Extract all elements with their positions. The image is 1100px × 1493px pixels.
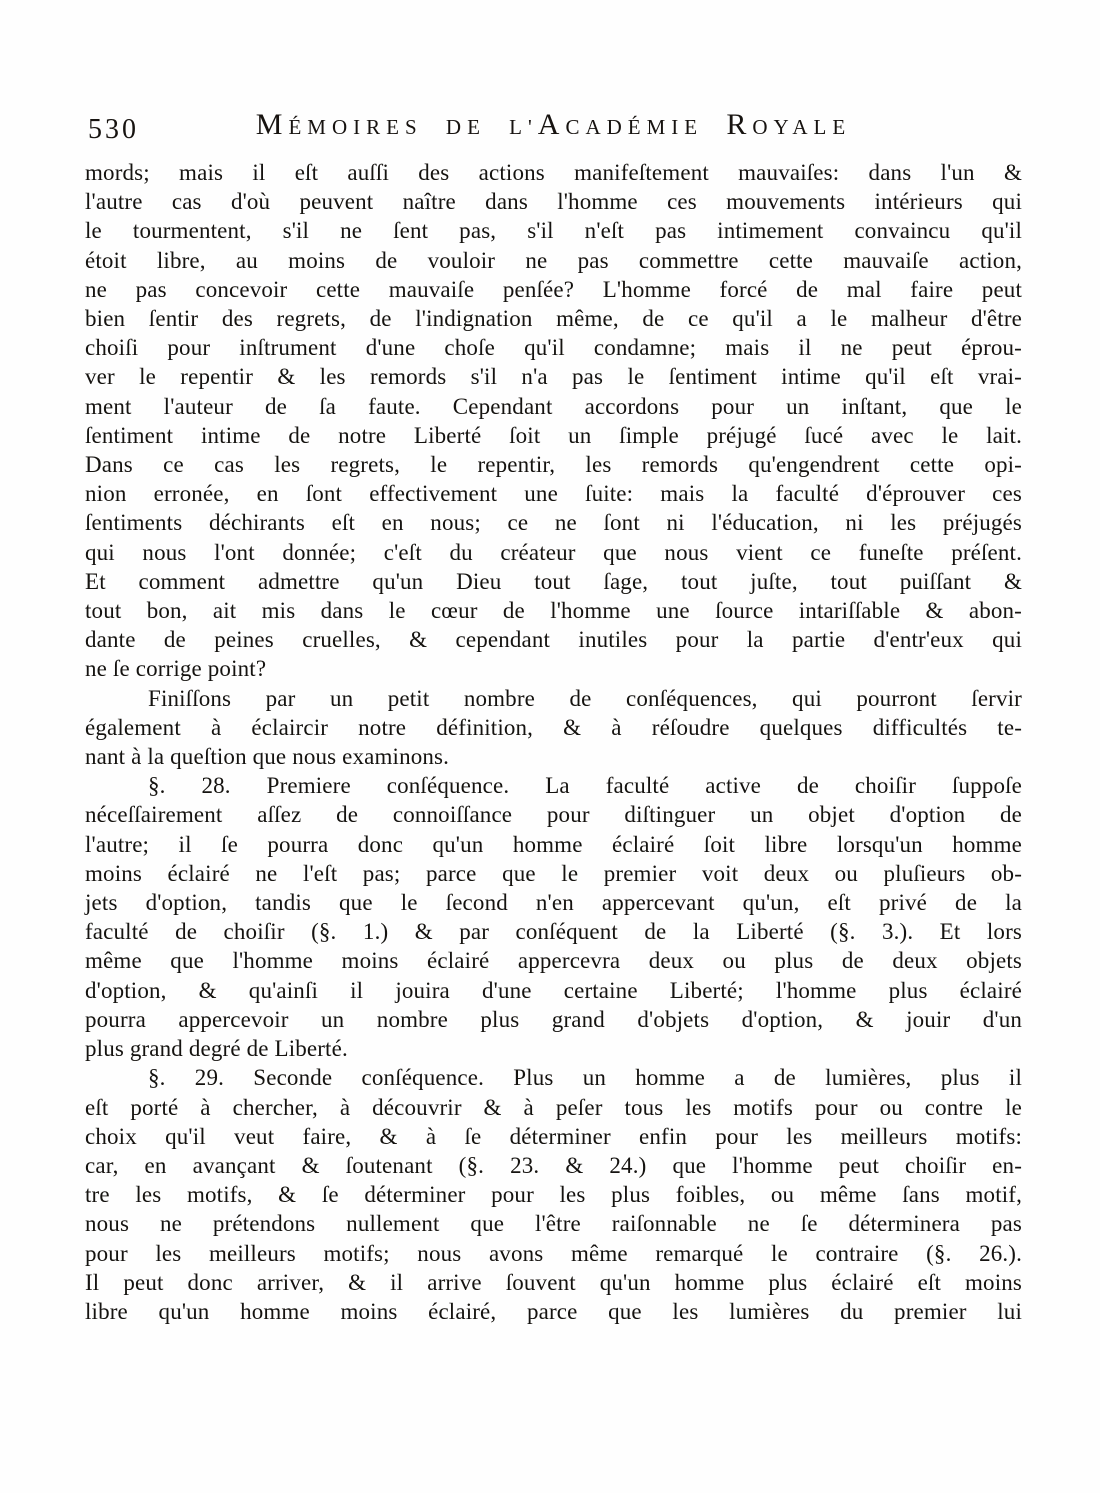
text-line: nant à la queſtion que nous examinons. [85, 744, 450, 770]
text-line: ver le repentir & les remords s'il n'a pas le ſentiment intime qu'il eſt vrai- [85, 364, 1022, 390]
text-line: moins éclairé ne l'eſt pas; parce que le premier voit deux ou pluſieurs ob- [85, 860, 1022, 886]
text-line: tre les motifs, & ſe déterminer pour les plus foibles, ou même ſans motif, [85, 1182, 1022, 1208]
text-line: également à éclaircir notre définition, & à réſoudre quelques difficultés te- [85, 714, 1022, 740]
text-line: qui nous l'ont donnée; c'eſt du créateur que nous vient ce funeſte préſent. [85, 539, 1022, 565]
text-line: §. 28. Premiere conſéquence. La faculté active de choiſir ſuppoſe [148, 773, 1022, 799]
text-line: Et comment admettre qu'un Dieu tout ſage, tout juſte, tout puiſſant & [85, 568, 1022, 594]
running-title: MÉMOIRES DE L'ACADÉMIE ROYALE [255, 108, 852, 141]
text-block [85, 158, 1022, 1326]
page-number: 530 [88, 114, 139, 145]
text-line: l'autre cas d'où peuvent naître dans l'homme ces mouvements intérieurs qui [85, 189, 1022, 215]
text-line: choiſi pour inſtrument d'une choſe qu'il condamne; mais il ne peut éprou- [85, 335, 1022, 361]
text-line: néceſſairement aſſez de connoiſſance pour diſtinguer un objet d'option de [85, 802, 1022, 828]
text-line: §. 29. Seconde conſéquence. Plus un homme a de lumières, plus il [148, 1065, 1022, 1091]
text-line: Il peut donc arriver, & il arrive ſouvent qu'un homme plus éclairé eſt moins [85, 1269, 1022, 1295]
text-line: Dans ce cas les regrets, le repentir, les remords qu'engendrent cette opi- [85, 452, 1022, 478]
text-line: ne pas concevoir cette mauvaiſe penſée? L'homme forcé de mal faire peut [85, 276, 1022, 302]
text-line: jets d'option, tandis que le ſecond n'en appercevant qu'un, eſt privé de la [85, 890, 1022, 916]
text-line: le tourmentent, s'il ne ſent pas, s'il n'eſt pas intimement convaincu qu'il [85, 218, 1022, 244]
text-line: plus grand degré de Liberté. [85, 1036, 348, 1062]
text-line: choix qu'il veut faire, & à ſe déterminer enfin pour les meilleurs motifs: [85, 1123, 1022, 1149]
text-line: faculté de choiſir (§. 1.) & par conſéquent de la Liberté (§. 3.). Et lors [85, 919, 1022, 945]
text-line: libre qu'un homme moins éclairé, parce que les lumières du premier lui [85, 1298, 1022, 1324]
text-line: ſentiment intime de notre Liberté ſoit un ſimple préjugé ſucé avec le lait. [85, 422, 1022, 448]
page-header [85, 108, 1022, 152]
text-line: nous ne prétendons nullement que l'être raiſonnable ne ſe déterminera pas [85, 1211, 1022, 1237]
text-line: même que l'homme moins éclairé appercevra deux ou plus de deux objets [85, 948, 1022, 974]
text-line: ſentiments déchirants eſt en nous; ce ne ſont ni l'éducation, ni les préjugés [85, 510, 1022, 536]
text-line: étoit libre, au moins de vouloir ne pas commettre cette mauvaiſe action, [85, 247, 1022, 273]
text-line: bien ſentir des regrets, de l'indignation même, de ce qu'il a le malheur d'être [85, 306, 1022, 332]
text-line: car, en avançant & ſoutenant (§. 23. & 24.) que l'homme peut choiſir en- [85, 1152, 1022, 1178]
text-line: tout bon, ait mis dans le cœur de l'homme une ſource intariſſable & abon- [85, 598, 1022, 624]
text-line: eſt porté à chercher, à découvrir & à peſer tous les motifs pour ou contre le [85, 1094, 1022, 1120]
text-line: d'option, & qu'ainſi il jouira d'une certaine Liberté; l'homme plus éclairé [85, 977, 1022, 1003]
text-line: mords; mais il eſt auſſi des actions manifeſtement mauvaiſes: dans l'un & [85, 160, 1022, 185]
text-line: ment l'auteur de ſa faute. Cependant accordons pour un inſtant, que le [85, 393, 1022, 419]
text-line: Finiſſons par un petit nombre de conſéquences, qui pourront ſervir [148, 685, 1022, 711]
text-line: nion erronée, en ſont effectivement une ſuite: mais la faculté d'éprouver ces [85, 481, 1022, 507]
text-line: dante de peines cruelles, & cependant inutiles pour la partie d'entr'eux qui [85, 627, 1022, 653]
text-line: ne ſe corrige point? [85, 656, 267, 682]
text-line: pourra appercevoir un nombre plus grand d'objets d'option, & jouir d'un [85, 1006, 1022, 1032]
text-line: l'autre; il ſe pourra donc qu'un homme éclairé ſoit libre lorsqu'un homme [85, 831, 1022, 857]
text-line: pour les meilleurs motifs; nous avons même remarqué le contraire (§. 26.). [85, 1240, 1022, 1266]
